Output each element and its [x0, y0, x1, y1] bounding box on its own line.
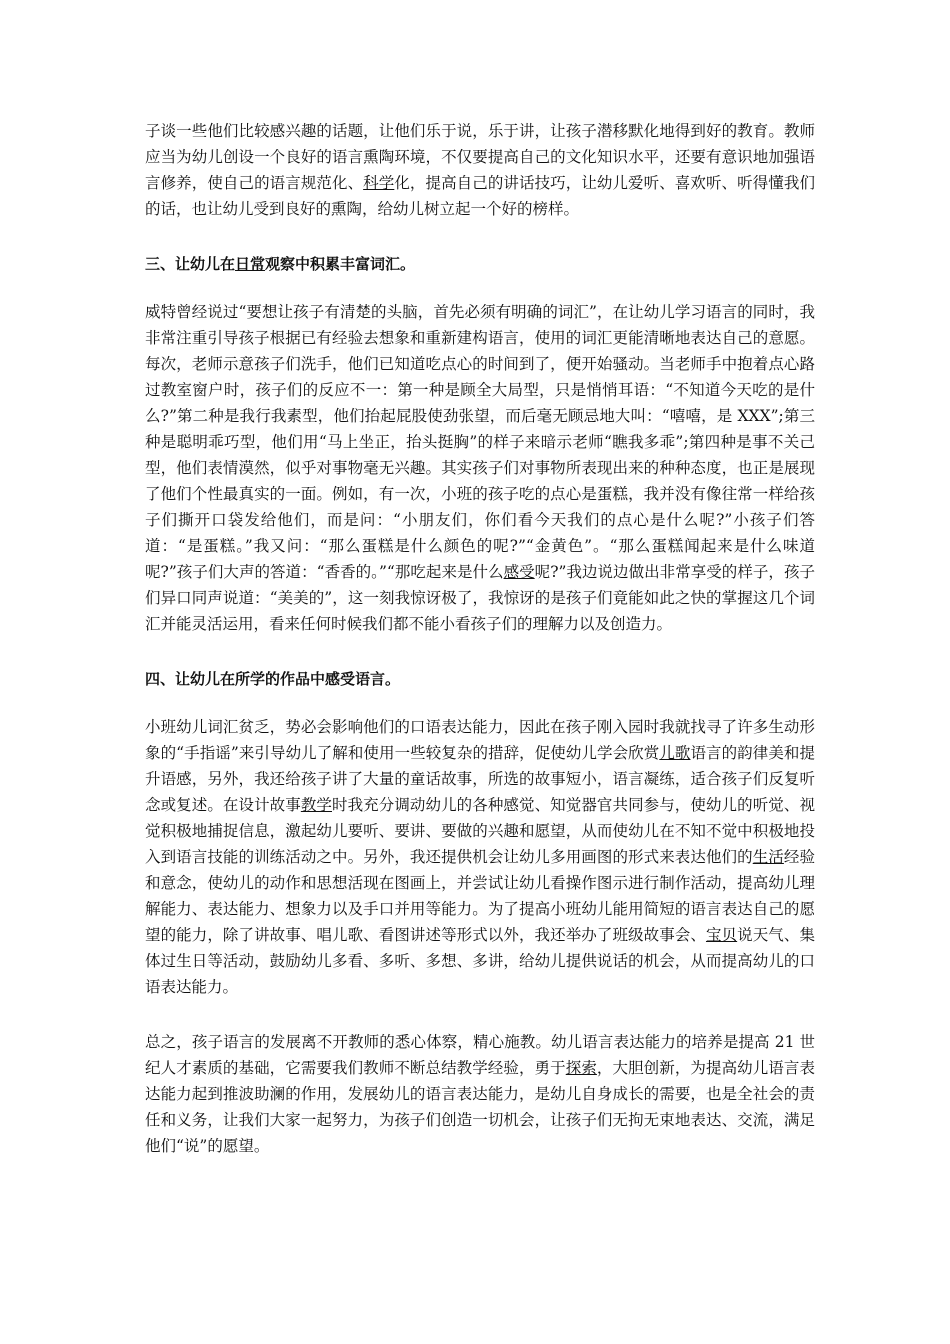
text-segment: 总之，孩子语言的发展离不开教师的悉心体察，精心施教。幼儿语言表达能力的培养是提高 21 世纪人才素质的基础，它需要我们教师不断总结教学经验，勇于	[145, 1033, 815, 1077]
link-nursery-rhyme[interactable]: 儿歌	[659, 744, 691, 762]
link-teaching[interactable]: 教学	[300, 796, 332, 814]
document-body	[145, 118, 815, 1159]
text-segment: 化，提高自己的讲话技巧，让幼儿爱听、喜欢听、听得懂我们的话，也让幼儿受到良好的熏陶，给幼儿树立起一个好的榜样。	[145, 174, 815, 218]
paragraph-intro	[145, 118, 815, 222]
paragraph-works	[145, 714, 815, 1000]
text-segment: 呢?”我边说边做出非常享受的样子，孩子们异口同声说道：“美美的”，这一刻我惊讶极了，我惊讶的是孩子们竟能如此之快的掌握这几个词汇并能灵活运用，看来任何时候我们都不能小看孩子们的理解力以及创造力。	[145, 563, 815, 633]
text-segment: 小班幼儿词汇贫乏，势必会影响他们的口语表达能力，因此在孩子刚入园时我就找寻了许多生动形象的“手指谣”来引导幼儿了解和使用一些较复杂的措辞，促使幼儿学会欣赏	[145, 718, 815, 762]
section-heading-3	[145, 251, 815, 277]
text-segment: 时我充分调动幼儿的各种感觉、知觉器官共同参与，使幼儿的听觉、视觉积极地捕捉信息，激起幼儿要听、要讲、要做的兴趣和愿望，从而使幼儿在不知不觉中积极地投入到语言技能的训练活动之中。另外，我还提供机会让幼儿多用画图的形式来表达他们的	[145, 796, 815, 866]
text-segment: 威特曾经说过“要想让孩子有清楚的头脑，首先必须有明确的词汇”，在让幼儿学习语言的同时，我非常注重引导孩子根据已有经验去想象和重新建构语言，使用的词汇更能清晰地表达自己的意愿。每次，老师示意孩子们洗手，他们已知道吃点心的时间到了，便开始骚动。当老师手中抱着点心路过教室窗户时，孩子们的反应不一：第一种是顾全大局型，只是悄悄耳语：“不知道今天吃的是什么?”第二种是我行我素型，他们抬起屁股使劲张望，而后毫无顾忌地大叫：“嘻嘻，是 XXX”;第三种是聪明乖巧型，他们用“马上坐正，抬头挺胸”的样子来暗示老师“瞧我多乖”;第四种是事不关己型，他们表情漠然，似乎对事物毫无兴趣。其实孩子们对事物所表现出来的种种态度，也正是展现了他们个性最真实的一面。例如，有一次，小班的孩子吃的点心是蛋糕，我并没有像往常一样给孩子们撕开口袋发给他们，而是问：“小朋友们，你们看今天我们的点心是什么呢?”小孩子们答道：“是蛋糕。”我又问：“那么蛋糕是什么颜色的呢?”“金黄色”。“那么蛋糕闻起来是什么味道呢?”孩子们大声的答道：“香香的。”“那吃起来是什么	[145, 303, 815, 581]
text-segment: 三、让幼儿在	[145, 255, 236, 273]
link-baby[interactable]: 宝贝	[705, 926, 738, 944]
link-explore[interactable]: 探索	[565, 1059, 597, 1077]
text-segment: 说天气、集体过生日等活动，鼓励幼儿多看、多听、多想、多讲，给幼儿提供说话的机会，从而提高幼儿的口语表达能力。	[145, 926, 815, 996]
text-segment: 子谈一些他们比较感兴趣的话题，让他们乐于说，乐于讲，让孩子潜移默化地得到好的教育。教师应当为幼儿创设一个良好的语言熏陶环境，不仅要提高自己的文化知识水平，还要有意识地加强语言修养，使自己的语言规范化、	[145, 122, 815, 192]
text-segment: 经验和意念，使幼儿的动作和思想活现在图画上，并尝试让幼儿看操作图示进行制作活动，提高幼儿理解能力、表达能力、想象力以及手口并用等能力。为了提高小班幼儿能用简短的语言表达自己的愿望的能力，除了讲故事、唱儿歌、看图讲述等形式以外，我还举办了班级故事会、	[145, 848, 815, 944]
section-heading-4: 四、让幼儿在所学的作品中感受语言。	[145, 670, 401, 688]
paragraph-conclusion	[145, 1029, 815, 1159]
text-segment: 观察中积累丰富词汇。	[265, 255, 416, 273]
text-segment: 语言的韵律美和提升语感，另外，我还给孩子讲了大量的童话故事，所选的故事短小，语言凝练，适合孩子们反复听念或复述。在设计故事	[145, 744, 815, 814]
link-feeling[interactable]: 感受	[503, 563, 535, 581]
paragraph-vocabulary	[145, 299, 815, 637]
link-daily[interactable]: 日常	[235, 255, 266, 273]
text-segment: ，大胆创新，为提高幼儿语言表达能力起到推波助澜的作用，发展幼儿的语言表达能力，是幼儿自身成长的需要，也是全社会的责任和义务，让我们大家一起努力，为孩子们创造一切机会，让孩子们无拘无束地表达、交流，满足他们“说”的愿望。	[145, 1059, 815, 1155]
link-science[interactable]: 科学	[363, 174, 395, 192]
link-life[interactable]: 生活	[752, 848, 784, 866]
